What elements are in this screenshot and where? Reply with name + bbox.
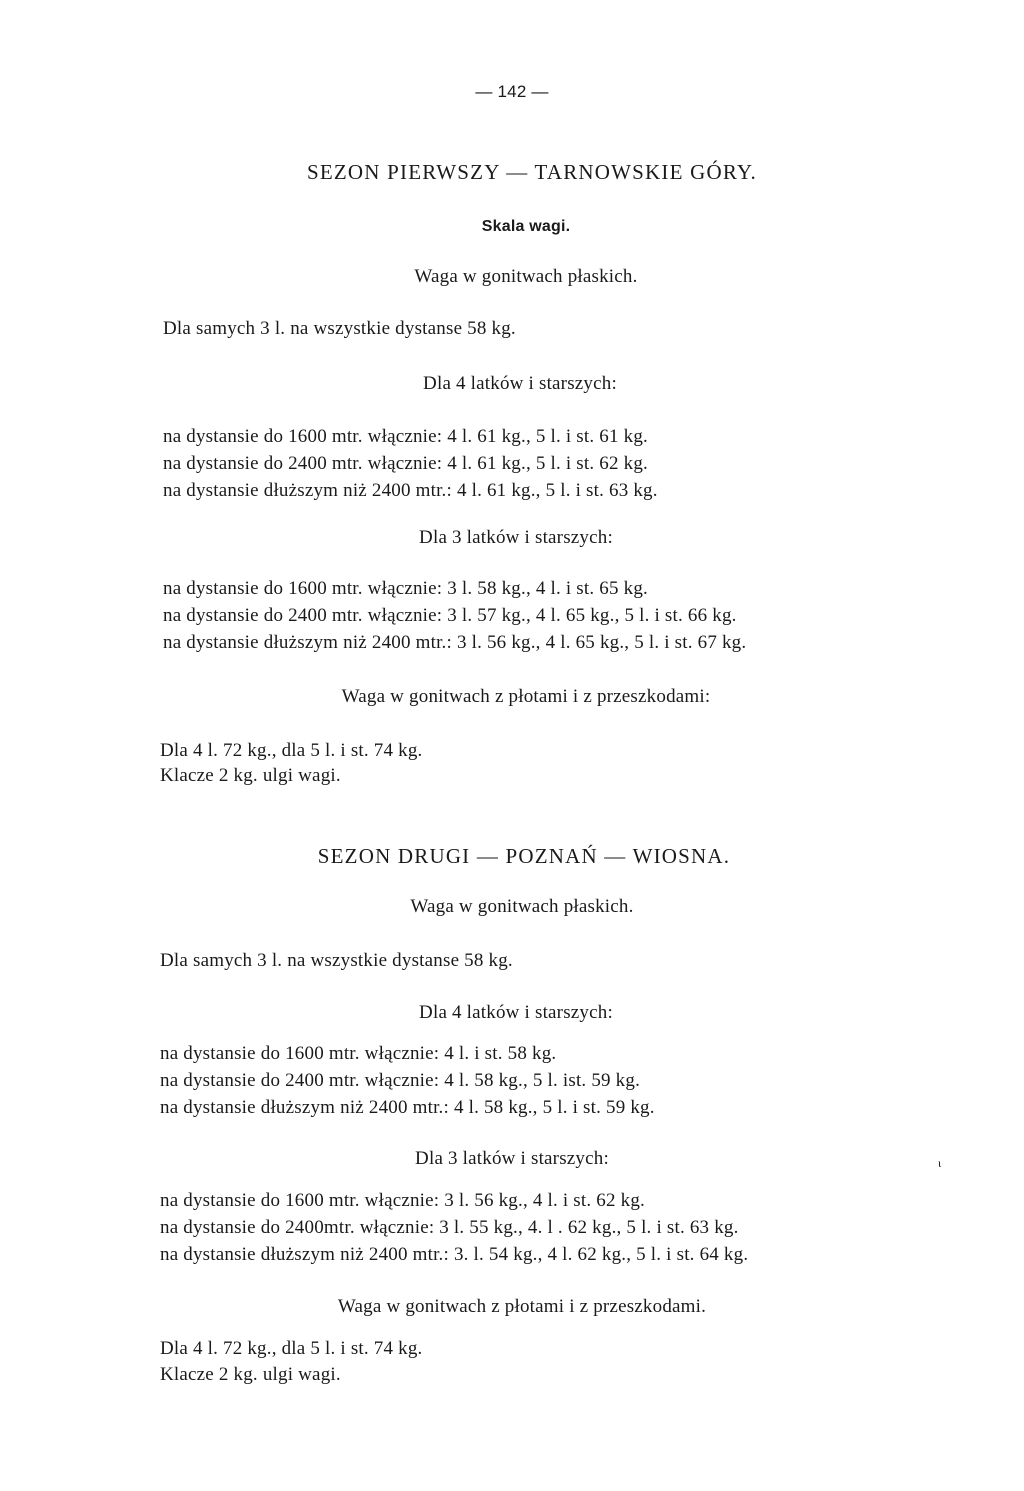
season1-flat-3yo-line: na dystansie do 1600 mtr. włącznie: 3 l. 58 kg., 4 l. i st. 65 kg. [163, 578, 648, 599]
season2-jumps-heading: Waga w gonitwach z płotami i z przeszkodami. [337, 1296, 707, 1317]
season1-jumps-line: Klacze 2 kg. ulgi wagi. [160, 765, 341, 786]
page-number: — 142 — [475, 82, 549, 101]
season1-jumps-heading: Waga w gonitwach z płotami i z przeszkodami: [341, 686, 711, 707]
season1-flat-3yo-only: Dla samych 3 l. na wszystkie dystanse 58 kg. [163, 318, 516, 339]
season1-flat-3yo-line: na dystansie do 2400 mtr. włącznie: 3 l. 57 kg., 4 l. 65 kg., 5 l. i st. 66 kg. [163, 605, 737, 626]
margin-mark: ι [938, 1156, 942, 1170]
season2-flat-4yo-heading: Dla 4 latków i starszych: [419, 1002, 613, 1023]
season2-flat-4yo-line: na dystansie do 1600 mtr. włącznie: 4 l. i st. 58 kg. [160, 1043, 557, 1064]
season2-jumps-line: Dla 4 l. 72 kg., dla 5 l. i st. 74 kg. [160, 1338, 423, 1359]
season1-flat-4yo-line: na dystansie do 1600 mtr. włącznie: 4 l. 61 kg., 5 l. i st. 61 kg. [163, 426, 648, 447]
season2-flat-3yo-line: na dystansie do 2400mtr. włącznie: 3 l. 55 kg., 4. l . 62 kg., 5 l. i st. 63 kg. [160, 1217, 739, 1238]
season2-jumps-line: Klacze 2 kg. ulgi wagi. [160, 1364, 341, 1385]
season1-jumps-line: Dla 4 l. 72 kg., dla 5 l. i st. 74 kg. [160, 740, 423, 761]
season1-flat-4yo-line: na dystansie dłuższym niż 2400 mtr.: 4 l. 61 kg., 5 l. i st. 63 kg. [163, 480, 658, 501]
season2-flat-3yo-line: na dystansie dłuższym niż 2400 mtr.: 3. l. 54 kg., 4 l. 62 kg., 5 l. i st. 64 kg. [160, 1244, 749, 1265]
season2-flat-3yo-heading: Dla 3 latków i starszych: [415, 1148, 609, 1169]
season2-flat-3yo-only: Dla samych 3 l. na wszystkie dystanse 58 kg. [160, 950, 513, 971]
season1-title: SEZON PIERWSZY — TARNOWSKIE GÓRY. [307, 160, 757, 184]
season1-scale-heading: Skala wagi. [481, 218, 571, 235]
season2-flat-4yo-line: na dystansie dłuższym niż 2400 mtr.: 4 l. 58 kg., 5 l. i st. 59 kg. [160, 1097, 655, 1118]
season1-flat-3yo-line: na dystansie dłuższym niż 2400 mtr.: 3 l. 56 kg., 4 l. 65 kg., 5 l. i st. 67 kg. [163, 632, 747, 653]
season1-flat-heading: Waga w gonitwach płaskich. [414, 266, 638, 287]
season2-flat-4yo-line: na dystansie do 2400 mtr. włącznie: 4 l. 58 kg., 5 l. ist. 59 kg. [160, 1070, 641, 1091]
season2-flat-3yo-line: na dystansie do 1600 mtr. włącznie: 3 l. 56 kg., 4 l. i st. 62 kg. [160, 1190, 645, 1211]
season2-flat-heading: Waga w gonitwach płaskich. [410, 896, 634, 917]
season1-flat-4yo-line: na dystansie do 2400 mtr. włącznie: 4 l. 61 kg., 5 l. i st. 62 kg. [163, 453, 648, 474]
season2-title: SEZON DRUGI — POZNAŃ — WIOSNA. [317, 844, 731, 868]
season1-flat-3yo-heading: Dla 3 latków i starszych: [419, 527, 613, 548]
season1-flat-4yo-heading: Dla 4 latków i starszych: [423, 373, 617, 394]
